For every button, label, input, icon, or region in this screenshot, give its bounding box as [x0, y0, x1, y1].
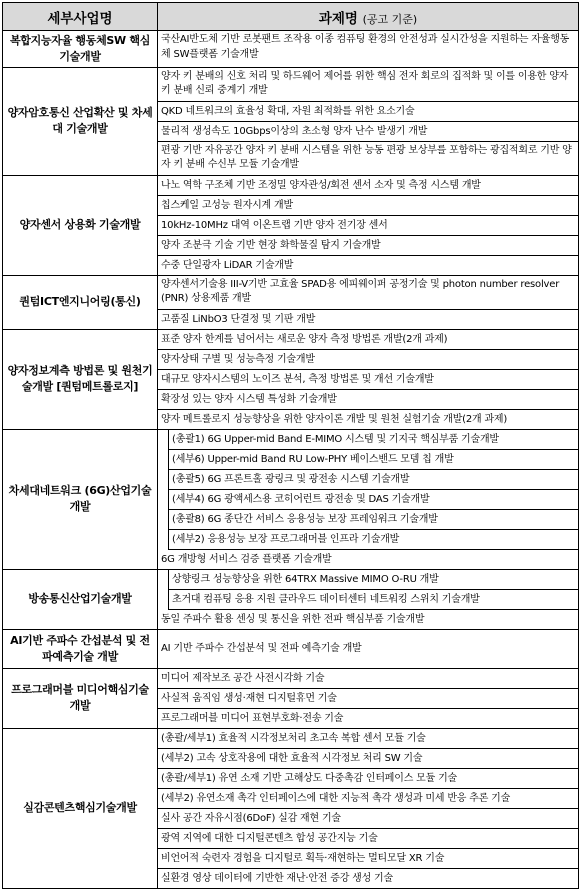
business-name-cell: 실감콘텐츠핵심기술개발: [3, 728, 158, 888]
table-row: [3, 569, 579, 629]
task-item: 실환경 영상 데이터에 기반한 재난·안전 증강 생성 기술: [161, 872, 393, 884]
task-item: 초거대 컴퓨팅 응용 지원 클라우드 데이터센터 네트워킹 스위치 기술개발: [168, 590, 578, 610]
task-item: 양자상태 구별 및 성능측정 기술개발: [158, 350, 578, 370]
task-item: (총괄/세부1) 유연 소재 기반 고해상도 다중촉감 인터페이스 모듈 기술: [158, 769, 578, 789]
project-table: [2, 2, 579, 889]
table-row: [3, 629, 579, 668]
task-list-cell: [158, 329, 579, 429]
task-item: 편광 기반 자유공간 양자 키 분배 시스템을 위한 능동 편광 보상부를 포함하는 광집적회로 기반 양자 키 분배 수신부 모듈 기술개발: [161, 144, 572, 171]
table-body: [3, 31, 579, 889]
task-item: 양자 키 분배의 신호 처리 및 하드웨어 제어를 위한 핵심 전자 회로의 집적화 및 이를 이용한 양자 키 분배 신뢰 중계기 개발: [158, 68, 578, 102]
task-item: 사실적 움직임 생성·재현 디지털휴먼 기술: [158, 689, 578, 709]
task-item: (세부6) Upper-mid Band RU Low-PHY 베이스밴드 모뎀 칩 개발: [168, 450, 578, 470]
task-item: 양자센서기술용 III-V기반 고효율 SPAD용 에피웨이퍼 공정기술 및 photon number resolver (PNR) 상용제품 개발: [158, 276, 578, 310]
task-item: 광역 지역에 대한 디지털콘텐츠 합성 공간지능 기술: [158, 829, 578, 849]
task-item: 표준 양자 한계를 넘어서는 새로운 양자 측정 방법론 개발(2개 과제): [158, 330, 578, 350]
task-item: QKD 네트워크의 효율성 확대, 자원 최적화를 위한 요소기술: [158, 102, 578, 122]
task-item: (세부4) 6G 광액세스용 코히어런트 광전송 및 DAS 기술개발: [168, 490, 578, 510]
table-row: [3, 67, 579, 175]
table-header-row: [3, 3, 579, 31]
table-row: [3, 429, 579, 569]
task-item: 상향링크 성능향상을 위한 64TRX Massive MIMO O-RU 개발: [168, 570, 578, 590]
task-list-cell: [158, 31, 579, 68]
project-table-container: [2, 2, 578, 889]
task-item: 비언어적 숙련자 경험을 디지털로 획득·재현하는 멀티모달 XR 기술: [158, 849, 578, 869]
announcement-basis-note: (공고 기준): [362, 12, 418, 26]
task-item: 동일 주파수 활용 센싱 및 통신을 위한 전파 핵심부품 기술개발: [161, 613, 425, 625]
business-name-cell: 퀀텀ICT엔지니어링(통신): [3, 275, 158, 329]
task-item: 국산AI반도체 기반 로봇팬트 조작용 이종 컴퓨팅 환경의 안전성과 실시간성을 지원하는 자율행동체 SW플랫폼 기술개발: [161, 34, 570, 60]
business-name-cell: 복합지능자율 행동체SW 핵심기술개발: [3, 31, 158, 68]
business-name-cell: 방송통신산업기술개발: [3, 569, 158, 629]
table-row: [3, 31, 579, 68]
table-row: [3, 728, 579, 888]
task-list-cell: [158, 275, 579, 329]
task-item: 수중 단일광자 LiDAR 기술개발: [161, 259, 294, 271]
task-item: (세부2) 고속 상호작용에 대한 효율적 시각정보 처리 SW 기술: [158, 749, 578, 769]
task-item: 물리적 생성속도 10Gbps이상의 초소형 양자 난수 발생기 개발: [158, 122, 578, 142]
task-list-cell: [158, 629, 579, 668]
task-item: (총괄/세부1) 효율적 시각정보처리 초고속 복합 센서 모듈 기술: [158, 729, 578, 749]
business-name-cell: 양자센서 상용화 기술개발: [3, 175, 158, 275]
task-item: (총괄1) 6G Upper-mid Band E-MIMO 시스템 및 기지국 핵심부품 기술개발: [168, 430, 578, 450]
task-list-cell: [158, 175, 579, 275]
business-name-cell: 프로그래머블 미디어핵심기술개발: [3, 668, 158, 728]
table-row: [3, 175, 579, 275]
task-item: (세부2) 유연소재 촉각 인터페이스에 대한 지능적 촉각 생성과 미세 반응 추론 기술: [158, 789, 578, 809]
task-item: 6G 개방형 서비스 검증 플랫폼 기술개발: [161, 553, 332, 565]
task-item: 고품질 LiNbO3 단결정 및 기판 개발: [161, 313, 316, 325]
task-list-cell: [158, 67, 579, 175]
business-name-cell: AI기반 주파수 간섭분석 및 전파예측기술 개발: [3, 629, 158, 668]
business-name-header: 세부사업명: [3, 3, 158, 31]
task-item: 실사 공간 자유시점(6DoF) 실감 재현 기술: [158, 809, 578, 829]
task-item: 나노 역학 구조체 기반 조정밀 양자관성/회전 센서 소자 및 측정 시스템 개발: [158, 176, 578, 196]
task-item: 대규모 양자시스템의 노이즈 분석, 측정 방법론 및 개선 기술개발: [158, 370, 578, 390]
task-item: 프로그래머블 미디어 표현부호화·전송 기술: [161, 712, 344, 724]
task-name-header-label: 과제명: [318, 10, 358, 27]
table-row: [3, 329, 579, 429]
task-list-cell: [158, 728, 579, 888]
task-item: (총괄8) 6G 종단간 서비스 응용성능 보장 프레임워크 기술개발: [168, 510, 578, 530]
task-item: 10kHz-10MHz 대역 이온트랩 기반 양자 전기장 센서: [158, 216, 578, 236]
task-name-header: [158, 3, 579, 31]
task-list-cell: [158, 569, 579, 629]
task-item: 미디어 제작보조 공간 사전시각화 기술: [158, 669, 578, 689]
task-item: (세부2) 응용성능 보장 프로그래머블 인프라 기술개발: [168, 530, 578, 550]
business-name-cell: 양자암호통신 산업확산 및 차세대 기술개발: [3, 67, 158, 175]
business-name-cell: 양자정보계측 방법론 및 원천기술개발 [퀀텀메트롤로지]: [3, 329, 158, 429]
task-item: 양자 메트롤로지 성능향상을 위한 양자이론 개발 및 원천 실험기술 개발(2개 과제): [161, 413, 508, 425]
business-name-cell: 차세대네트워크 (6G)산업기술개발: [3, 429, 158, 569]
table-row: [3, 668, 579, 728]
task-item: 확장성 있는 양자 시스템 특성화 기술개발: [158, 390, 578, 410]
task-list-cell: [158, 429, 579, 569]
task-item: 칩스케일 고성능 원자시계 개발: [158, 196, 578, 216]
task-list-cell: [158, 668, 579, 728]
task-item: (총괄5) 6G 프론트홀 광링크 및 광전송 시스템 기술개발: [168, 470, 578, 490]
table-row: [3, 275, 579, 329]
task-item: AI 기반 주파수 간섭분석 및 전파 예측기술 개발: [161, 642, 362, 654]
task-item: 양자 조분극 기술 기반 현장 화학물질 탐지 기술개발: [158, 236, 578, 256]
